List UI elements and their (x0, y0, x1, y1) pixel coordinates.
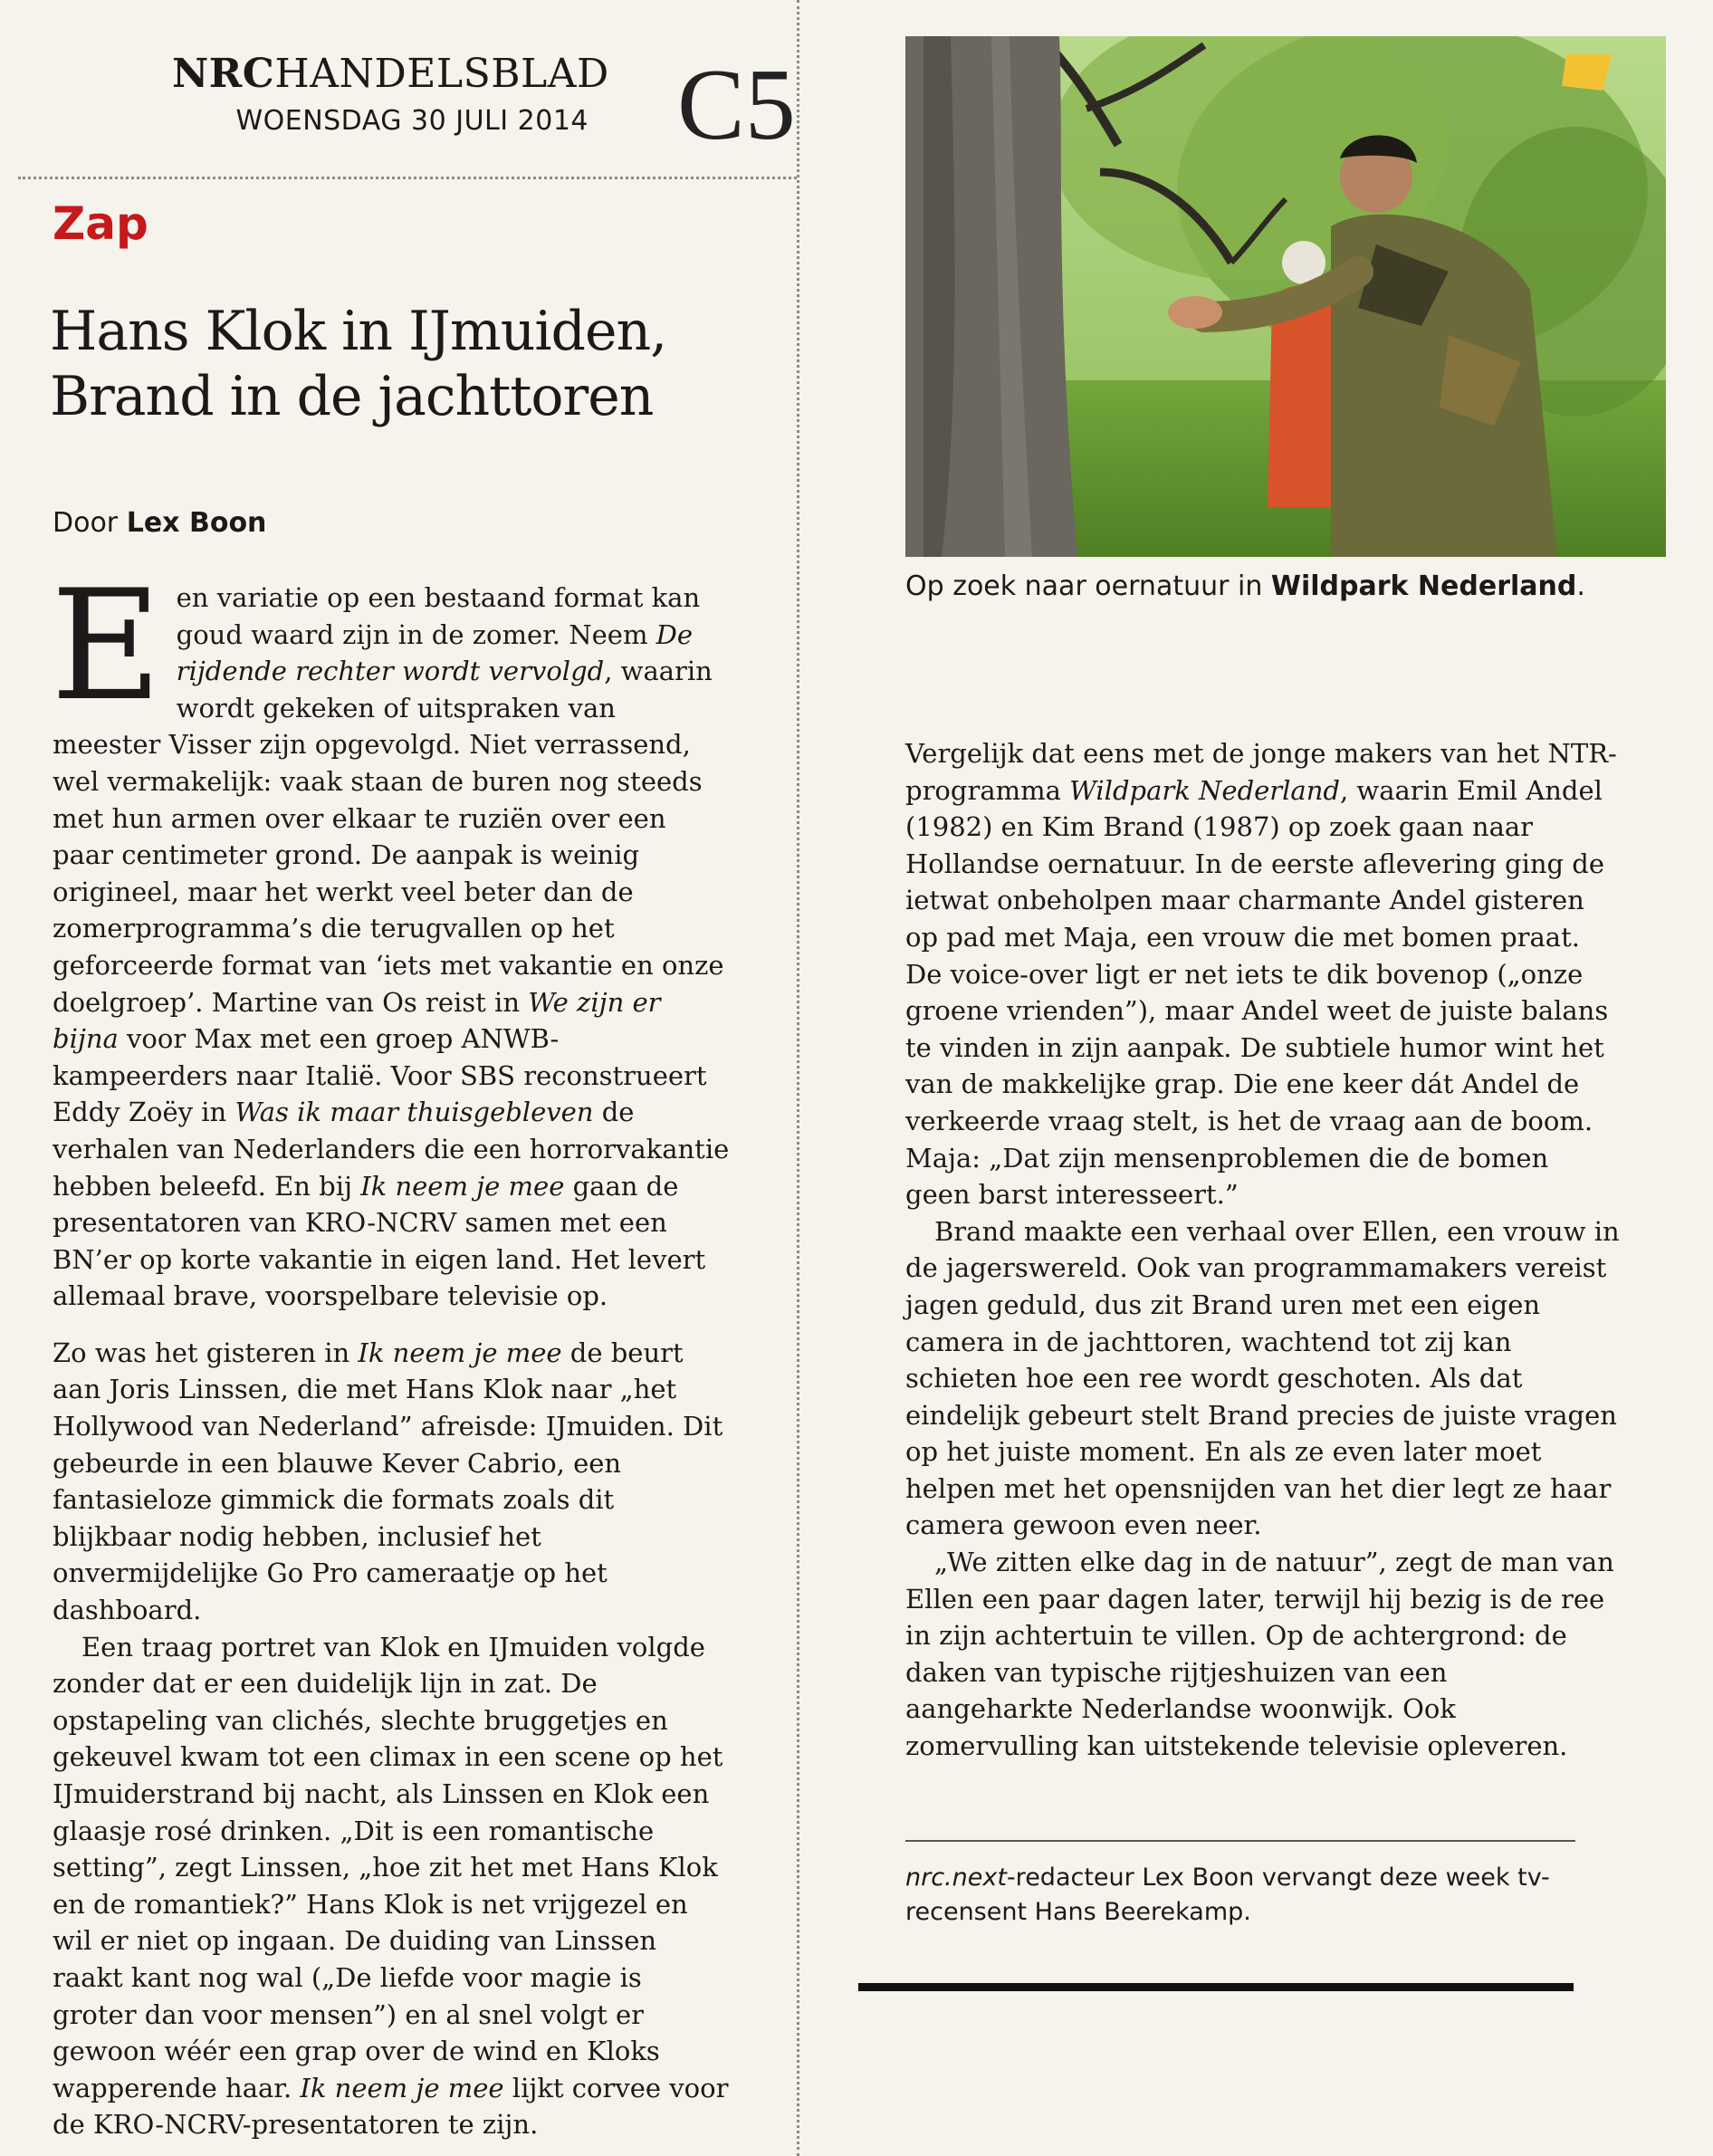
program-title: Wildpark Nederland (1069, 774, 1340, 806)
program-title: We zijn er bijna (53, 986, 661, 1055)
author-note-divider (905, 1840, 1575, 1842)
byline-author: Lex Boon (126, 507, 267, 539)
program-title: nrc.next (905, 1864, 1007, 1892)
paragraph-5: Brand maakte een verhaal over Ellen, een vrouw in de jagerswereld. Ook van programmamakers vereist jagen geduld, dus zit Brand uren met een eigen camera in de jachttoren, wachtend tot zij kan schieten hoe een ree wordt geschoten. Als dat eindelijk gebeurt stelt Brand precies de juiste vragen op het juiste moment. En als ze even later moet helpen met het opensnijden van het dier legt ze haar camera gewoon even neer. (905, 1215, 1620, 1541)
article-column-right (905, 735, 1621, 1765)
section-label: Zap (53, 197, 148, 250)
article-photo (905, 36, 1666, 557)
byline: Door Lex Boon (53, 507, 267, 539)
paper-name: NRCHANDELSBLAD (172, 51, 609, 97)
paragraph-3: Een traag portret van Klok en IJmuiden volgde zonder dat er een duidelijk lijn in zat. De opstapeling van clichés, slechte bruggetjes en gekeuvel kwam tot een climax in een scene op het IJmuiderstrand bij nacht, als Linssen en Klok een glaasje rosé drinken. „Dit is een romantische setting”, zegt Linssen, „hoe zit het met Hans Klok en de romantiek?” Hans Klok is net vrijgezel en wil er niet op ingaan. De duiding van Linssen raakt kant nog wal („De liefde voor magie is groter dan voor mensen”) en al snel volgt er gewoon wéér een grap over de wind en Kloks wapperende haar. Ik neem je mee lijkt corvee voor de KRO-NCRV-presentatoren te zijn. (53, 1631, 729, 2141)
author-note: nrc.next-redacteur Lex Boon vervangt deze week tv-recensent Hans Beerekamp. (905, 1864, 1550, 1926)
program-title: Ik neem je mee (360, 1170, 565, 1202)
paragraph-4: Vergelijk dat eens met de jonge makers van het NTR-programma Wildpark Nederland, waarin Emil Andel (1982) en Kim Brand (1987) op zoek gaan naar Hollandse oernatuur. In de eerste aflevering ging de ietwat onbeholpen maar charmante Andel gisteren op pad met Maja, een vrouw die met bomen praat. De voice-over ligt er net iets te dik bovenop („onze groene vrienden”), maar Andel weet de juiste balans te vinden in zijn aanpak. De subtiele humor wint het van de makkelijke grap. Die ene keer dát Andel de verkeerde vraag stelt, is het de vraag aan de boom. Maja: „Dat zijn mensenproblemen die de bomen geen barst interesseert.” (905, 738, 1617, 1211)
photo-caption: Op zoek naar oernatuur in Wildpark Nederland. (905, 570, 1585, 602)
masthead (172, 51, 609, 137)
page-number: C5 (677, 49, 796, 161)
paragraph-6: „We zitten elke dag in de natuur”, zegt de man van Ellen een paar dagen later, terwijl hij bezig is de ree in zijn achtertuin te villen. Op de achtergrond: de daken van typische rijtjeshuizen van een aangeharkte Nederlandse woonwijk. Ook zomervulling kan uitstekende televisie opleveren. (905, 1547, 1614, 1762)
program-title: Was ik maar thuisgebleven (234, 1097, 594, 1128)
program-title: Ik neem je mee (358, 1337, 562, 1368)
paragraph-2: Zo was het gisteren in Ik neem je mee de beurt aan Joris Linssen, die met Hans Klok naar „het Hollywood van Nederland” afreisde: IJmuiden. Dit gebeurde in een blauwe Kever Cabrio, een fantasieloze gimmick die formats zoals dit blijkbaar nodig hebben, inclusief het onvermijdelijke Go Pro cameraatje op het dashboard. (53, 1337, 723, 1626)
column-fold-rule (797, 0, 799, 2156)
caption-program-name: Wildpark Nederland (1270, 570, 1577, 602)
dropcap: E (51, 557, 162, 734)
issue-date: WOENSDAG 30 JULI 2014 (235, 105, 589, 137)
headline: Hans Klok in IJmuiden, Brand in de jachttoren (50, 300, 667, 428)
article-end-bar (858, 1983, 1574, 1991)
program-title: De rijdende rechter wordt vervolgd (176, 618, 694, 687)
article-column-left (51, 557, 732, 2143)
photo-illustration (905, 36, 1666, 557)
masthead-divider (18, 177, 797, 179)
program-title: Ik neem je mee (300, 2072, 504, 2103)
paragraph-1: Een variatie op een bestaand format kan goud waard zijn in de zomer. Neem De rijdende rechter wordt vervolgd, waarin wordt gekeken of uitspraken van meester Visser zijn opgevolgd. Niet verrassend, wel vermakelijk: vaak staan de buren nog steeds met hun armen over elkaar te ruziën over een paar centimeter grond. De aanpak is weinig origineel, maar het werkt veel beter dan de zomerprogramma’s die terugvallen op het geforceerde format van ‘iets met vakantie en onze doelgroep’. Martine van Os reist in We zijn er bijna voor Max met een groep ANWB-kampeerders naar Italië. Voor SBS reconstrueert Eddy Zoëy in Was ik maar thuisgebleven de verhalen van Nederlanders die een horrorvakantie hebben beleefd. En bij Ik neem je mee gaan de presentatoren van KRO-NCRV samen met een BN’er op korte vakantie in eigen land. Het levert allemaal brave, voorspelbare televisie op. (51, 557, 730, 1312)
